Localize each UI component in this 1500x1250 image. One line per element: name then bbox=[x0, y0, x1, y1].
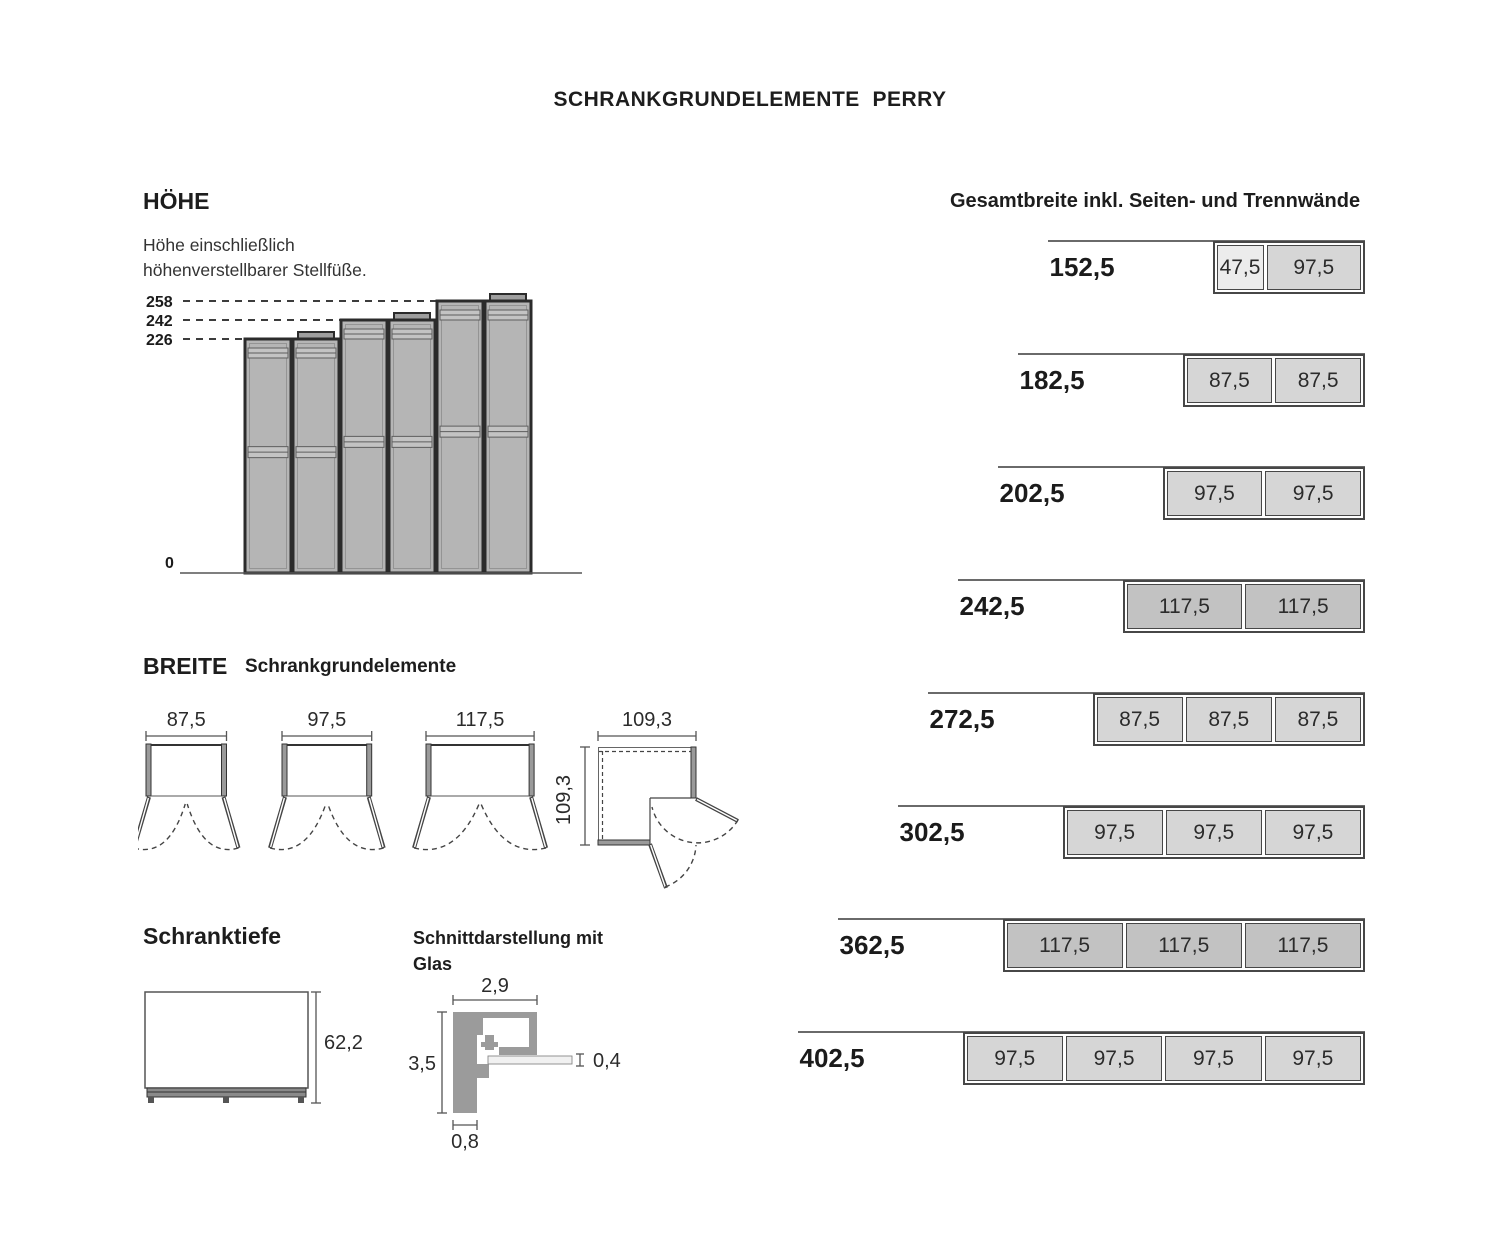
schnitt-heading-line2: Glas bbox=[413, 954, 453, 974]
cabinet-side-outline bbox=[145, 992, 308, 1088]
profile-clamp-foot bbox=[481, 1042, 498, 1047]
segment-group bbox=[1093, 693, 1366, 746]
segment-group bbox=[1163, 467, 1366, 520]
plan-view bbox=[270, 709, 384, 850]
segment-group bbox=[1213, 241, 1366, 294]
width-plan-views bbox=[138, 700, 818, 900]
plan-side-wall bbox=[282, 744, 287, 796]
segment-group bbox=[1003, 919, 1366, 972]
plan-width-label: 97,5 bbox=[307, 709, 347, 731]
segment-width-box: 87,5 bbox=[1097, 697, 1183, 742]
segment-width-box: 97,5 bbox=[1265, 471, 1361, 516]
plan-side-wall bbox=[146, 744, 151, 796]
corner-width-label: 109,3 bbox=[621, 709, 673, 731]
plinth-foot bbox=[223, 1097, 229, 1103]
segment-width-box: 47,5 bbox=[1217, 245, 1264, 290]
corner-swing-arc bbox=[665, 845, 696, 887]
glass-dim-bottom: 0,8 bbox=[451, 1131, 479, 1153]
plan-width-label: 87,5 bbox=[166, 709, 206, 731]
glass-dim-thickness: 0,4 bbox=[593, 1050, 621, 1072]
plan-swing-arc bbox=[328, 804, 384, 850]
segment-width-box: 117,5 bbox=[1245, 584, 1361, 629]
glass-dim-left: 3,5 bbox=[408, 1053, 436, 1075]
corner-plan-view bbox=[553, 709, 738, 888]
plan-door bbox=[138, 797, 149, 848]
total-width-label: 402,5 bbox=[799, 1043, 865, 1073]
plan-swing-arc bbox=[270, 804, 326, 850]
plan-side-wall bbox=[529, 744, 534, 796]
corner-right-wall bbox=[691, 747, 696, 798]
plan-door-core bbox=[532, 798, 546, 847]
glass-pane bbox=[488, 1056, 572, 1064]
plan-door-core bbox=[271, 798, 285, 847]
plan-side-wall bbox=[426, 744, 431, 796]
segment-width-box: 87,5 bbox=[1187, 358, 1273, 403]
segment-width-box: 97,5 bbox=[1165, 1036, 1261, 1081]
hoehe-heading: HÖHE bbox=[143, 188, 210, 214]
breite-heading: BREITE bbox=[143, 653, 228, 679]
plan-view bbox=[414, 709, 546, 850]
gesamtbreite-row bbox=[838, 918, 1366, 980]
cabinet bbox=[437, 301, 483, 573]
plan-door-core bbox=[415, 798, 429, 847]
plan-width-label: 117,5 bbox=[455, 709, 505, 731]
segment-group bbox=[1123, 580, 1366, 633]
depth-value-label: 62,2 bbox=[324, 1032, 363, 1054]
total-width-label: 242,5 bbox=[959, 591, 1025, 621]
cabinet bbox=[485, 294, 531, 573]
gesamtbreite-row bbox=[958, 579, 1366, 641]
profile-step bbox=[477, 1064, 489, 1078]
segment-width-box: 97,5 bbox=[1265, 1036, 1361, 1081]
plinth-foot bbox=[148, 1097, 154, 1103]
gesamtbreite-heading: Gesamtbreite inkl. Seiten- und Trennwände bbox=[950, 190, 1361, 212]
hoehe-description-line1: Höhe einschließlich bbox=[143, 235, 295, 255]
gesamtbreite-row bbox=[998, 466, 1366, 528]
cabinet bbox=[245, 339, 291, 573]
page-title: SCHRANKGRUNDELEMENTE PERRY bbox=[553, 88, 947, 111]
plan-side-wall bbox=[367, 744, 372, 796]
breite-subheading: Schrankgrundelemente bbox=[245, 656, 457, 677]
cabinet bbox=[293, 332, 339, 573]
segment-width-box: 87,5 bbox=[1186, 697, 1272, 742]
plan-door-core bbox=[224, 798, 238, 847]
segment-width-box: 117,5 bbox=[1126, 923, 1242, 968]
hoehe-description bbox=[143, 233, 367, 283]
depth-side-view bbox=[138, 985, 378, 1135]
segment-width-box: 97,5 bbox=[1265, 810, 1361, 855]
segment-width-box: 117,5 bbox=[1127, 584, 1243, 629]
gesamtbreite-row bbox=[1048, 240, 1366, 302]
segment-width-box: 97,5 bbox=[1067, 810, 1163, 855]
total-width-label: 182,5 bbox=[1019, 365, 1085, 395]
total-width-label: 152,5 bbox=[1049, 252, 1115, 282]
plan-view bbox=[138, 709, 239, 850]
segment-group bbox=[963, 1032, 1366, 1085]
schnitt-heading bbox=[413, 925, 633, 977]
cabinet bbox=[341, 320, 387, 573]
segment-width-box: 97,5 bbox=[1267, 245, 1361, 290]
corner-door-core bbox=[697, 800, 737, 821]
gesamtbreite-row bbox=[898, 805, 1366, 867]
gesamtbreite-row bbox=[928, 692, 1366, 754]
height-label-242: 242 bbox=[146, 313, 173, 330]
height-label-258: 258 bbox=[146, 294, 173, 311]
segment-group bbox=[1183, 354, 1366, 407]
segment-width-box: 87,5 bbox=[1275, 358, 1361, 403]
height-label-zero: 0 bbox=[165, 555, 174, 572]
corner-depth-label: 109,3 bbox=[553, 774, 575, 826]
hoehe-description-line2: höhenverstellbarer Stellfüße. bbox=[143, 260, 367, 280]
segment-width-box: 97,5 bbox=[967, 1036, 1063, 1081]
segment-width-box: 87,5 bbox=[1275, 697, 1361, 742]
cabinet bbox=[389, 313, 435, 573]
height-label-226: 226 bbox=[146, 332, 173, 349]
total-width-label: 302,5 bbox=[899, 817, 965, 847]
segment-width-box: 97,5 bbox=[1166, 810, 1262, 855]
corner-bottom-wall bbox=[598, 840, 650, 845]
height-diagram bbox=[138, 285, 590, 587]
total-width-label: 202,5 bbox=[999, 478, 1065, 508]
total-width-label: 362,5 bbox=[839, 930, 905, 960]
schnitt-heading-line1: Schnittdarstellung mit bbox=[413, 928, 604, 948]
glass-section-view bbox=[408, 978, 648, 1173]
schranktiefe-heading: Schranktiefe bbox=[143, 923, 282, 949]
glass-dim-top: 2,9 bbox=[481, 978, 509, 997]
plan-door-core bbox=[369, 798, 383, 847]
total-width-label: 272,5 bbox=[929, 704, 995, 734]
plan-side-wall bbox=[222, 744, 227, 796]
gesamtbreite-row bbox=[1018, 353, 1366, 415]
plan-view-group bbox=[138, 709, 546, 850]
corner-door-core bbox=[651, 845, 666, 887]
plinth-foot bbox=[298, 1097, 304, 1103]
segment-group bbox=[1063, 806, 1366, 859]
cabinet-group bbox=[245, 294, 531, 573]
segment-width-box: 97,5 bbox=[1066, 1036, 1162, 1081]
segment-width-box: 97,5 bbox=[1167, 471, 1263, 516]
segment-width-box: 117,5 bbox=[1007, 923, 1123, 968]
segment-width-box: 117,5 bbox=[1245, 923, 1361, 968]
gesamtbreite-row bbox=[798, 1031, 1366, 1093]
